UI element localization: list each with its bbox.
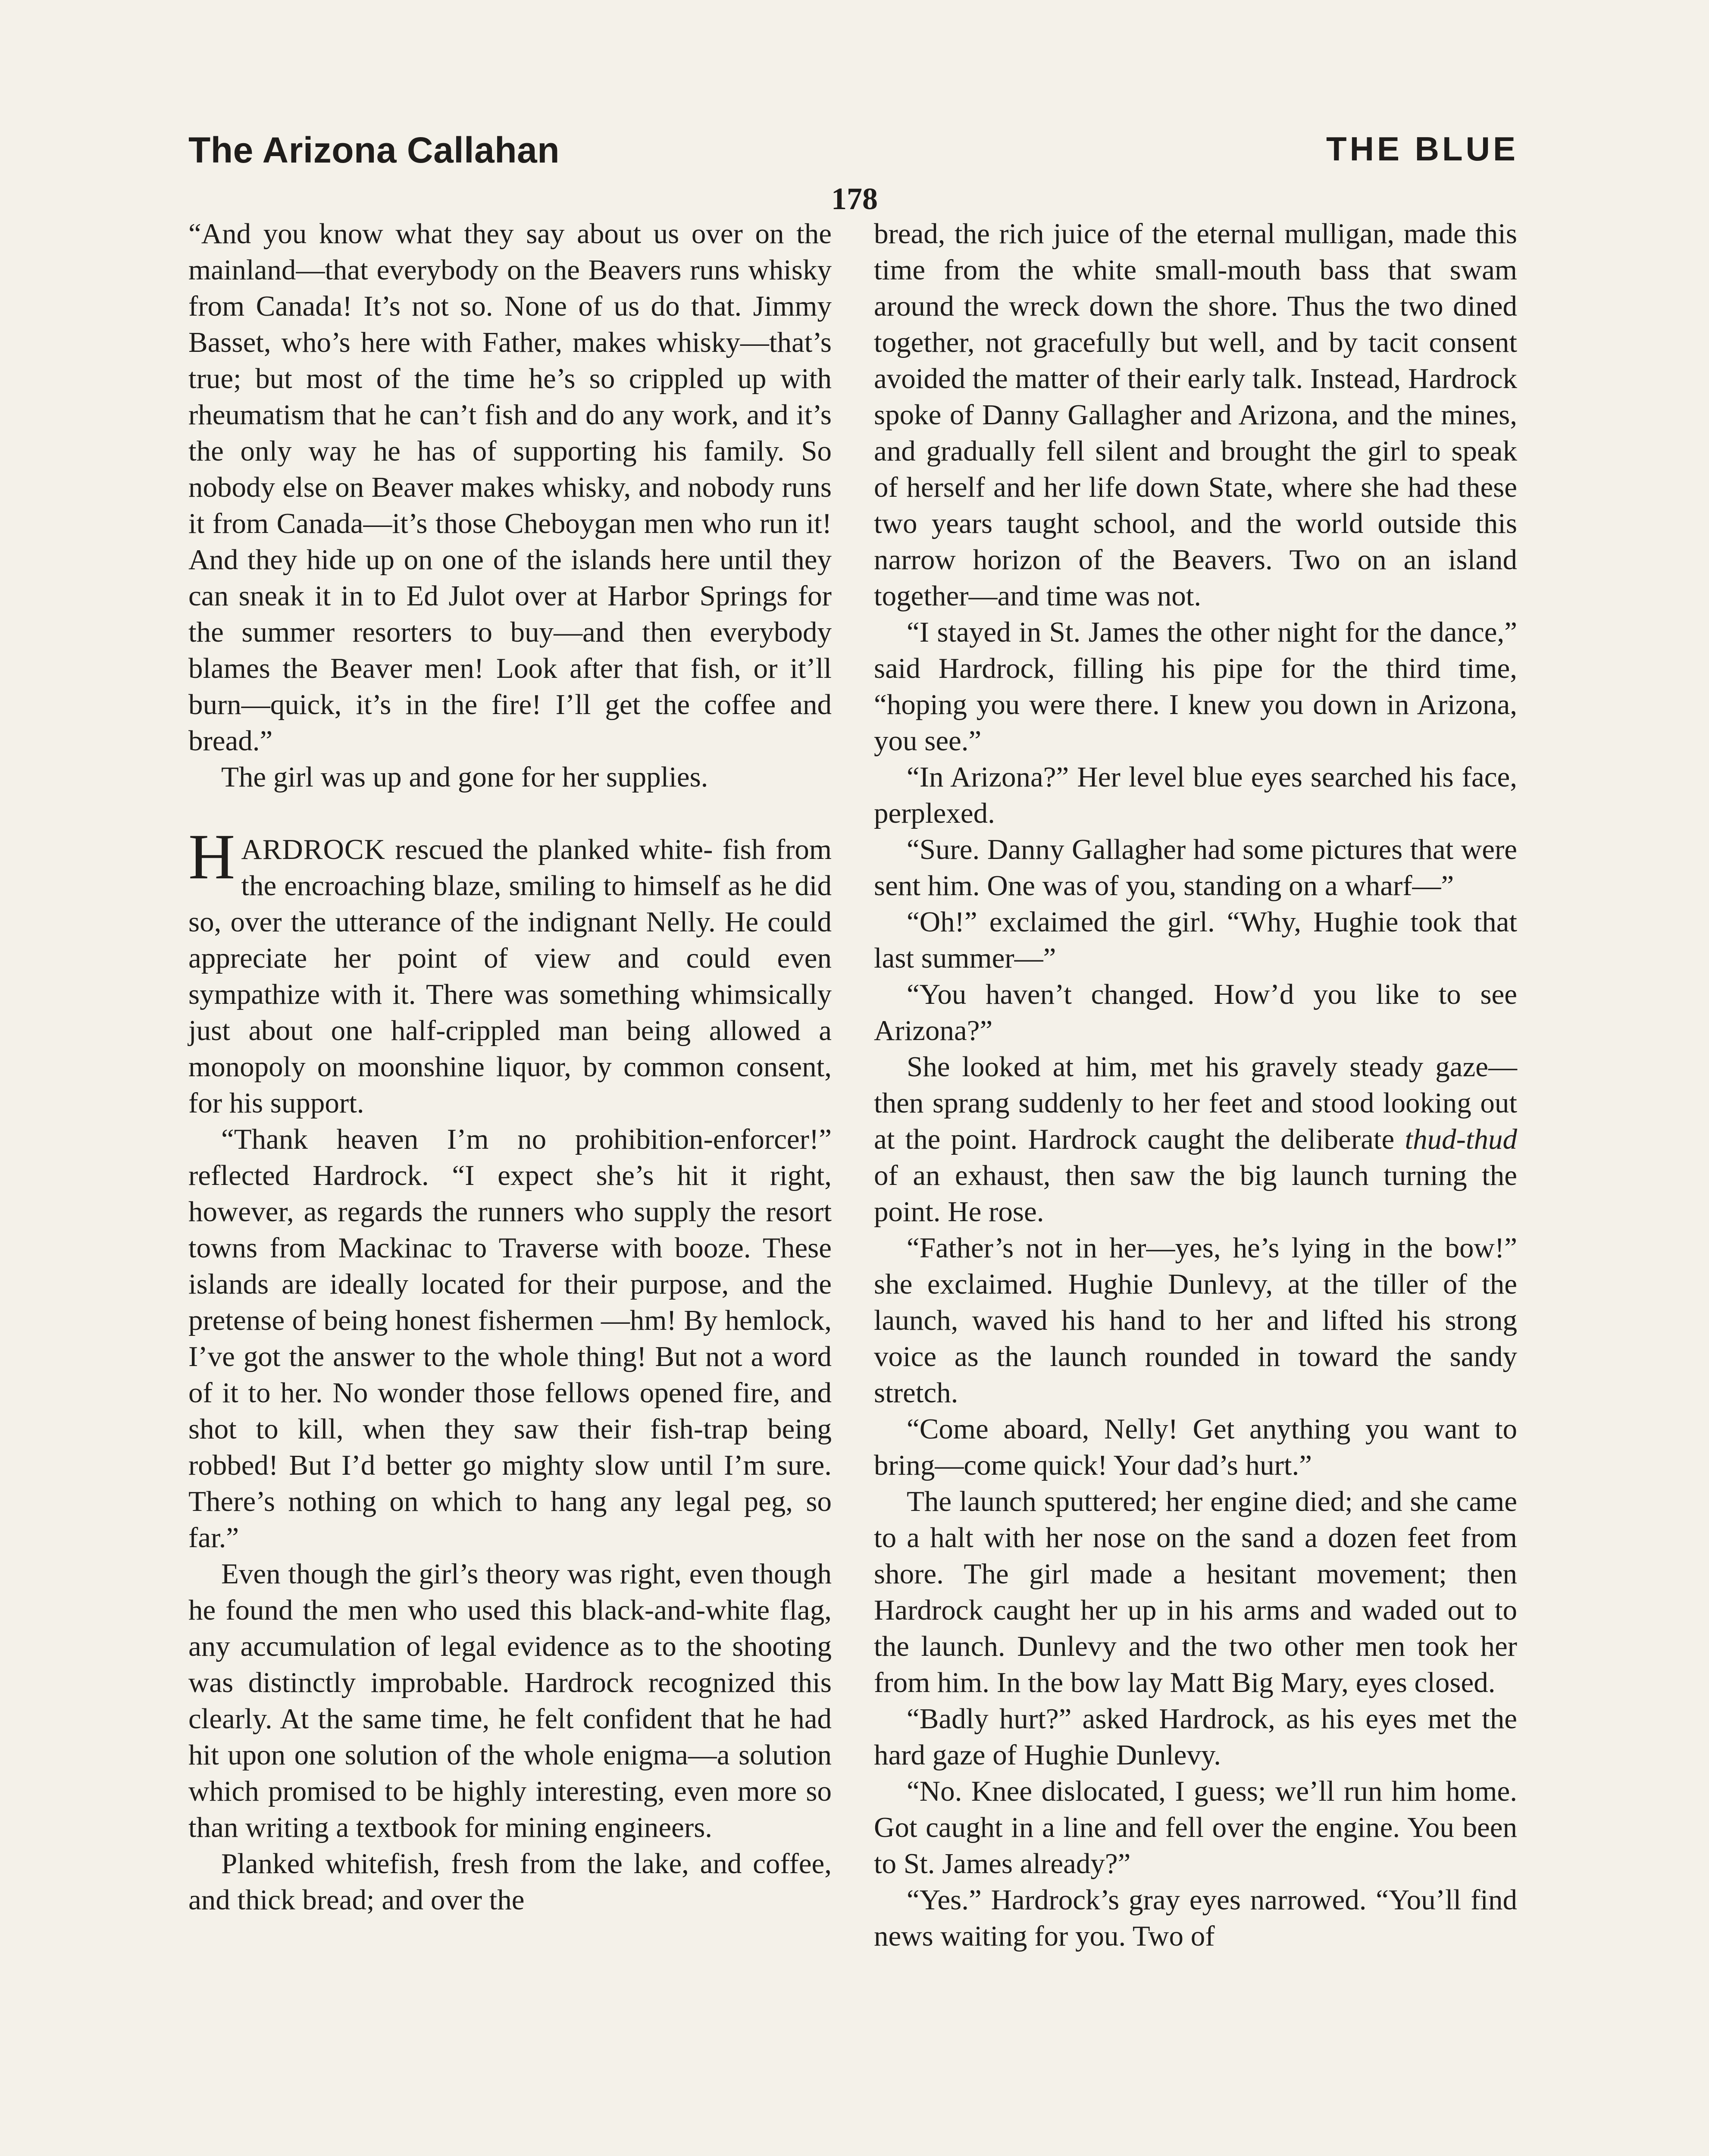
paragraph-text: rescued the planked white- fish from the encroaching blaze, smiling to himself as he did so, over the utterance of the indignant Nelly. He could appreciate her point of view and could even sympathize with it. There was something whimsically just about one half-crippled man being allowed a monopoly on moonshine liquor, by common consent, for his support. <box>188 834 832 1119</box>
drop-cap: H <box>188 821 235 893</box>
paragraph: “I stayed in St. James the other night for the dance,” said Hardrock, filling his pipe for the third time, “hoping you were there. I knew you down in Arizona, you see.” <box>874 616 1517 757</box>
page-header <box>188 129 1518 185</box>
paragraph: “Sure. Danny Gallagher had some pictures that were sent him. One was of you, standing on a wharf—” <box>874 834 1517 902</box>
section-opening-paragraph <box>188 821 832 1121</box>
italic-text: thud-thud <box>1405 1123 1517 1155</box>
paragraph: “No. Knee dislocated, I guess; we’ll run him home. Got caught in a line and fell over the engine. You been to St. James already?” <box>874 1775 1517 1880</box>
paragraph: “Oh!” exclaimed the girl. “Why, Hughie took that last summer—” <box>874 906 1517 974</box>
paragraph: bread, the rich juice of the eternal mulligan, made this time from the white small-mouth bass that swam around the wreck down the shore. Thus the two dined together, not gracefully but well, and by tacit consent avoided the matter of their early talk. Instead, Hardrock spoke of Danny Gallagher and Arizona, and the mines, and gradually fell silent and brought the girl to speak of herself and her life down State, where she had these two years taught school, and the world outside this narrow horizon of the Beavers. Two on an island together—and time was not. <box>874 218 1517 612</box>
paragraph-text: of an exhaust, then saw the big launch turning the point. He rose. <box>874 1159 1517 1228</box>
paragraph: “Yes.” Hardrock’s gray eyes narrowed. “You’ll find news waiting for you. Two of <box>874 1884 1517 1952</box>
magazine-name: THE BLUE <box>1326 130 1518 168</box>
paragraph: “And you know what they say about us over on the mainland—that everybody on the Beavers runs whisky from Canada! It’s not so. None of us do that. Jimmy Basset, who’s here with Father, makes whisky—that’s true; but most of the time he’s so crippled up with rheumatism that he can’t fish and do any work, and it’s the only way he has of supporting his family. So nobody else on Beaver makes whisky, and nobody runs it from Canada—it’s those Cheboygan men who run it! And they hide up on one of the islands here until they can sneak it in to Ed Julot over at Harbor Springs for the summer resorters to buy—and then everybody blames the Beaver men! Look after that fish, or it’ll burn—quick, it’s in the fire! I’ll get the coffee and bread.” <box>188 218 832 757</box>
paragraph: The girl was up and gone for her supplies. <box>221 761 708 793</box>
paragraph: “Father’s not in her—yes, he’s lying in the bow!” she exclaimed. Hughie Dunlevy, at the tiller of the launch, waved his hand to her and lifted his strong voice as the launch rounded in toward the sandy stretch. <box>874 1232 1517 1409</box>
paragraph: “Badly hurt?” asked Hardrock, as his eyes met the hard gaze of Hughie Dunlevy. <box>874 1703 1517 1771</box>
paragraph: Planked whitefish, fresh from the lake, and coffee, and thick bread; and over the <box>188 1848 832 1916</box>
running-title: The Arizona Callahan <box>188 130 560 170</box>
paragraph: “In Arizona?” Her level blue eyes searched his face, perplexed. <box>874 761 1517 829</box>
right-column <box>874 216 1517 1954</box>
paragraph: “You haven’t changed. How’d you like to see Arizona?” <box>874 978 1517 1047</box>
paragraph <box>874 1049 1517 1230</box>
paragraph: “Thank heaven I’m no prohibition-enforcer!” reflected Hardrock. “I expect she’s hit it right, however, as regards the runners who supply the resort towns from Mackinac to Traverse with booze. These islands are ideally located for their purpose, and the pretense of being honest fishermen —hm! By hemlock, I’ve got the answer to the whole thing! But not a word of it to her. No wonder those fellows opened fire, and shot to kill, when they saw their fish-trap being robbed! But I’d better go mighty slow until I’m sure. There’s nothing on which to hang any legal peg, so far.” <box>188 1123 832 1554</box>
small-caps-word: ARDROCK <box>241 834 385 865</box>
left-column <box>188 216 832 1918</box>
paragraph-text: She looked at him, met his gravely steady gaze—then sprang suddenly to her feet and stood looking out at the point. Hardrock caught the deliberate <box>874 1051 1517 1155</box>
page-number: 178 <box>831 182 878 216</box>
paragraph: Even though the girl’s theory was right, even though he found the men who used this black-and-white flag, any accumulation of legal evidence as to the shooting was distinctly improbable. Hardrock recognized this clearly. At the same time, he felt confident that he had hit upon one solution of the whole enigma—a solution which promised to be highly interesting, even more so than writing a textbook for mining engineers. <box>188 1558 832 1843</box>
paragraph: “Come aboard, Nelly! Get anything you want to bring—come quick! Your dad’s hurt.” <box>874 1413 1517 1481</box>
paragraph: The launch sputtered; her engine died; and she came to a halt with her nose on the sand a dozen feet from shore. The girl made a hesitant movement; then Hardrock caught her up in his arms and waded out to the launch. Dunlevy and the two other men took her from him. In the bow lay Matt Big Mary, eyes closed. <box>874 1485 1517 1698</box>
